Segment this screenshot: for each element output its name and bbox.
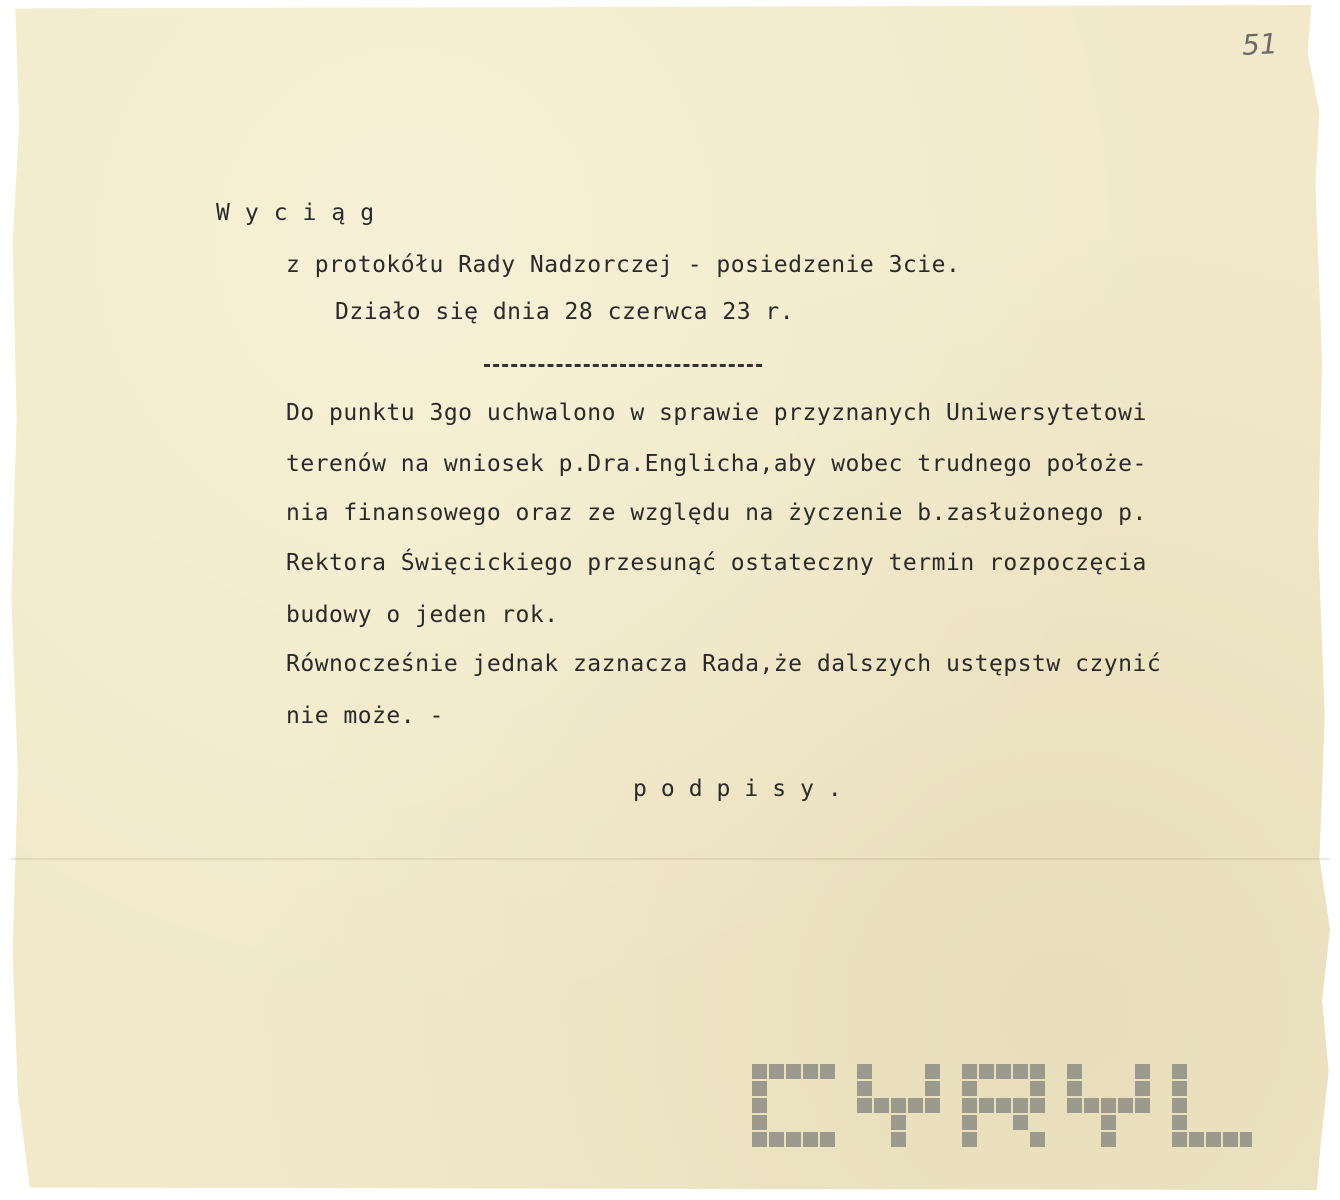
watermark-block	[1118, 1098, 1133, 1113]
watermark-block	[803, 1132, 818, 1147]
watermark-block	[1172, 1132, 1187, 1147]
page-number: 51	[1241, 27, 1279, 62]
watermark-block	[979, 1064, 994, 1079]
watermark-block	[752, 1098, 767, 1113]
document-date-line: Działo się dnia 28 czerwca 23 r.	[335, 299, 795, 325]
watermark-block	[1101, 1098, 1116, 1113]
document-subtitle: z protokółu Rady Nadzorczej - posiedzenie 3cie.	[286, 252, 961, 278]
watermark-block	[752, 1132, 767, 1147]
watermark-block	[1172, 1064, 1187, 1079]
watermark-block	[979, 1098, 994, 1113]
paper-sheet	[10, 5, 1330, 1190]
watermark-block	[857, 1098, 872, 1113]
watermark-block	[962, 1132, 977, 1147]
watermark-block	[1067, 1081, 1082, 1096]
watermark-block	[1030, 1081, 1045, 1096]
watermark-block	[891, 1115, 906, 1130]
watermark-block	[925, 1098, 940, 1113]
watermark-block	[752, 1081, 767, 1096]
watermark-block	[1067, 1098, 1082, 1113]
watermark-block	[1189, 1132, 1204, 1147]
watermark-block	[1013, 1115, 1028, 1130]
body-line: budowy o jeden rok.	[286, 602, 559, 628]
separator-text	[484, 364, 485, 365]
watermark-block	[962, 1115, 977, 1130]
watermark-block	[874, 1098, 889, 1113]
watermark-block	[1013, 1064, 1028, 1079]
watermark-block	[1030, 1098, 1045, 1113]
body-line: Równocześnie jednak zaznacza Rada,że dalszych ustępstw czynić	[286, 651, 1162, 677]
watermark-block	[1084, 1098, 1099, 1113]
watermark-block	[1240, 1132, 1252, 1147]
watermark-block	[820, 1064, 835, 1079]
watermark-block	[1206, 1132, 1221, 1147]
body-line: terenów na wniosek p.Dra.Englicha,aby wobec trudnego położe-	[286, 451, 1147, 477]
watermark-block	[857, 1064, 872, 1079]
watermark-block	[925, 1064, 940, 1079]
watermark-block	[908, 1098, 923, 1113]
body-line: nie może. -	[286, 703, 444, 729]
separator-rule	[484, 364, 762, 367]
watermark-block	[1135, 1064, 1150, 1079]
watermark-block	[1101, 1115, 1116, 1130]
watermark-block	[1030, 1132, 1045, 1147]
watermark-block	[1172, 1081, 1187, 1096]
paper-fold-line	[10, 858, 1330, 860]
body-line: Do punktu 3go uchwalono w sprawie przyznanych Uniwersytetowi	[286, 400, 1147, 426]
watermark-block	[962, 1064, 977, 1079]
cyryl-watermark-logo	[752, 1062, 1252, 1152]
watermark-block	[769, 1064, 784, 1079]
watermark-block	[752, 1064, 767, 1079]
watermark-block	[1223, 1132, 1238, 1147]
watermark-block	[962, 1098, 977, 1113]
body-line: Rektora Święcickiego przesunąć ostateczny termin rozpoczęcia	[286, 550, 1147, 576]
signatures-line: podpisy.	[633, 776, 856, 802]
watermark-block	[1030, 1064, 1045, 1079]
watermark-block	[820, 1132, 835, 1147]
watermark-block	[1135, 1081, 1150, 1096]
watermark-block	[1172, 1098, 1187, 1113]
watermark-block	[857, 1081, 872, 1096]
watermark-block	[891, 1132, 906, 1147]
watermark-block	[803, 1064, 818, 1079]
body-line: nia finansowego oraz ze względu na życzenie b.zasłużonego p.	[286, 500, 1147, 526]
watermark-block	[786, 1132, 801, 1147]
watermark-block	[769, 1132, 784, 1147]
watermark-block	[1172, 1115, 1187, 1130]
watermark-block	[1067, 1064, 1082, 1079]
watermark-block	[996, 1064, 1011, 1079]
watermark-block	[786, 1064, 801, 1079]
document-heading: Wyciąg	[216, 200, 390, 226]
watermark-block	[891, 1098, 906, 1113]
watermark-block	[1135, 1098, 1150, 1113]
watermark-block	[962, 1081, 977, 1096]
watermark-block	[1101, 1132, 1116, 1147]
watermark-block	[925, 1081, 940, 1096]
watermark-block	[996, 1098, 1011, 1113]
watermark-block	[1013, 1098, 1028, 1113]
watermark-block	[752, 1115, 767, 1130]
